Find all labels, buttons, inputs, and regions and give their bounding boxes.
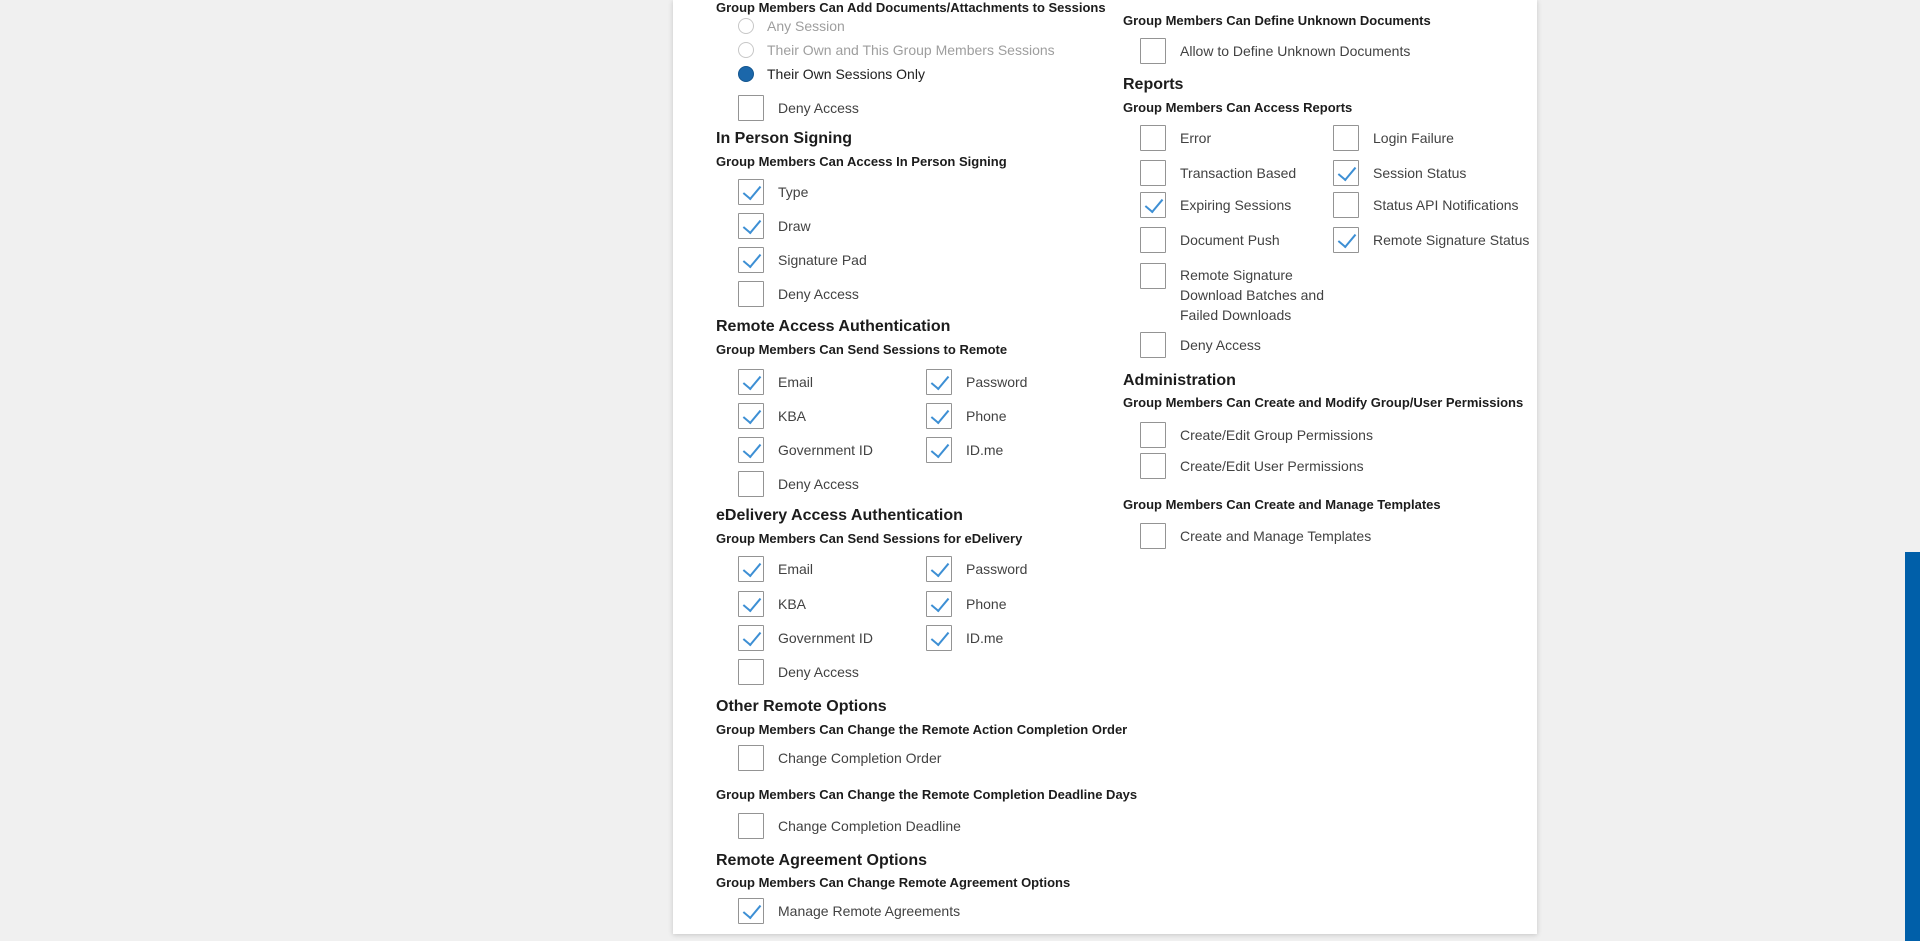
checkbox-deny-access[interactable] <box>738 471 764 497</box>
checkbox-draw[interactable] <box>738 213 764 239</box>
checkbox-label[interactable]: Change Completion Deadline <box>778 817 961 834</box>
checkbox-document-push[interactable] <box>1140 227 1166 253</box>
group-heading-define-unknown-documents: Group Members Can Define Unknown Documents <box>1123 13 1431 28</box>
checkbox-label[interactable]: Manage Remote Agreements <box>778 902 961 919</box>
radio-label: Their Own and This Group Members Sessions <box>767 42 1055 58</box>
checkbox-change-completion-order[interactable] <box>738 745 764 771</box>
checkbox-label[interactable]: ID.me <box>966 441 1004 458</box>
checkbox-label[interactable]: Expiring Sessions <box>1180 196 1292 213</box>
checkbox-label[interactable]: Government ID <box>778 441 873 458</box>
checkbox-row-session-status <box>1333 160 1466 186</box>
checkbox-row-deny-remote-access <box>738 471 859 497</box>
checkbox-create-and-manage-templates[interactable] <box>1140 523 1166 549</box>
checkbox-row-deny-in-person <box>738 281 859 307</box>
group-heading-manage-templates: Group Members Can Create and Manage Templates <box>1123 497 1441 512</box>
checkbox-label[interactable]: Status API Notifications <box>1373 196 1519 213</box>
checkbox-idme[interactable] <box>926 437 952 463</box>
section-title-in-person-signing: In Person Signing <box>716 130 853 147</box>
checkbox-row-kba-edelivery <box>738 591 806 617</box>
checkbox-row-manage-remote-agreements <box>738 898 960 924</box>
checkbox-label[interactable]: Deny Access <box>778 99 859 116</box>
checkbox-government-id[interactable] <box>738 437 764 463</box>
checkbox-row-create-edit-group-permissions <box>1140 422 1373 448</box>
group-heading-completion-order: Group Members Can Change the Remote Action Completion Order <box>716 722 1128 737</box>
checkbox-row-signature-pad <box>738 247 867 273</box>
checkbox-label[interactable]: Login Failure <box>1373 129 1454 146</box>
checkbox-kba[interactable] <box>738 403 764 429</box>
checkbox-create-edit-user-permissions[interactable] <box>1140 453 1166 479</box>
checkbox-label[interactable]: Phone <box>966 595 1007 612</box>
checkbox-label[interactable]: Draw <box>778 217 811 234</box>
section-title-edelivery-auth: eDelivery Access Authentication <box>716 507 963 524</box>
checkbox-row-government-id-edelivery <box>738 625 873 651</box>
checkbox-row-error <box>1140 125 1211 151</box>
checkbox-error[interactable] <box>1140 125 1166 151</box>
checkbox-label[interactable]: Create and Manage Templates <box>1180 527 1372 544</box>
radio-row-any-session <box>738 16 845 36</box>
checkbox-label[interactable]: Signature Pad <box>778 251 867 268</box>
checkbox-row-deny-edelivery <box>738 659 859 685</box>
permissions-left-column <box>716 0 1138 934</box>
checkbox-change-completion-deadline[interactable] <box>738 813 764 839</box>
checkbox-label[interactable]: Remote Signature Status <box>1373 231 1530 248</box>
checkbox-deny-access[interactable] <box>738 95 764 121</box>
checkbox-signature-pad[interactable] <box>738 247 764 273</box>
radio-label: Any Session <box>767 18 845 34</box>
checkbox-row-expiring-sessions <box>1140 192 1291 218</box>
checkbox-phone[interactable] <box>926 591 952 617</box>
checkbox-label[interactable]: Deny Access <box>778 285 859 302</box>
group-heading-completion-deadline: Group Members Can Change the Remote Completion Deadline Days <box>716 787 1138 802</box>
scrollbar-thumb[interactable] <box>1905 552 1920 941</box>
checkbox-label[interactable]: Session Status <box>1373 164 1467 181</box>
checkbox-manage-remote-agreements[interactable] <box>738 898 764 924</box>
checkbox-expiring-sessions[interactable] <box>1140 192 1166 218</box>
checkbox-row-status-api-notifications <box>1333 192 1519 218</box>
checkbox-login-failure[interactable] <box>1333 125 1359 151</box>
checkbox-label[interactable]: KBA <box>778 595 807 612</box>
checkbox-row-remote-signature-download-batches <box>1140 263 1330 325</box>
checkbox-phone[interactable] <box>926 403 952 429</box>
checkbox-type[interactable] <box>738 179 764 205</box>
checkbox-row-change-completion-order <box>738 745 941 771</box>
checkbox-label[interactable]: Error <box>1180 129 1212 146</box>
checkbox-kba[interactable] <box>738 591 764 617</box>
checkbox-label[interactable]: Create/Edit Group Permissions <box>1180 426 1373 443</box>
checkbox-label[interactable]: Email <box>778 373 814 390</box>
checkbox-label[interactable]: Allow to Define Unknown Documents <box>1180 42 1411 59</box>
checkbox-government-id[interactable] <box>738 625 764 651</box>
checkbox-row-email-edelivery <box>738 556 813 582</box>
checkbox-label[interactable]: Deny Access <box>1180 336 1261 353</box>
checkbox-email[interactable] <box>738 556 764 582</box>
checkbox-email[interactable] <box>738 369 764 395</box>
checkbox-label[interactable]: Document Push <box>1180 231 1280 248</box>
checkbox-remote-signature-status[interactable] <box>1333 227 1359 253</box>
checkbox-label[interactable]: Type <box>778 183 809 200</box>
checkbox-row-deny-add-documents <box>738 95 859 121</box>
checkbox-row-password-edelivery <box>926 556 1027 582</box>
checkbox-row-change-completion-deadline <box>738 813 961 839</box>
checkbox-label[interactable]: Phone <box>966 407 1007 424</box>
checkbox-label[interactable]: KBA <box>778 407 807 424</box>
checkbox-row-type <box>738 179 808 205</box>
checkbox-label[interactable]: Email <box>778 560 814 577</box>
radio-row-their-own-and-group <box>738 40 1055 60</box>
checkbox-label[interactable]: Create/Edit User Permissions <box>1180 457 1364 474</box>
checkbox-row-government-id <box>738 437 873 463</box>
checkbox-transaction-based[interactable] <box>1140 160 1166 186</box>
checkbox-status-api-notifications[interactable] <box>1333 192 1359 218</box>
permissions-panel <box>673 0 1537 934</box>
checkbox-row-phone <box>926 403 1006 429</box>
checkbox-row-draw <box>738 213 811 239</box>
group-heading-add-documents: Group Members Can Add Documents/Attachments to Sessions <box>716 0 1106 15</box>
checkbox-label[interactable]: ID.me <box>966 629 1004 646</box>
checkbox-label[interactable]: Government ID <box>778 629 873 646</box>
group-heading-remote-agreement: Group Members Can Change Remote Agreement Options <box>716 875 1071 890</box>
group-heading-modify-permissions: Group Members Can Create and Modify Group/User Permissions <box>1123 395 1524 410</box>
checkbox-allow-define-unknown-documents[interactable] <box>1140 38 1166 64</box>
checkbox-row-remote-signature-status <box>1333 227 1529 253</box>
checkbox-label[interactable]: Password <box>966 560 1028 577</box>
radio-any-session[interactable] <box>738 18 754 34</box>
checkbox-idme[interactable] <box>926 625 952 651</box>
checkbox-row-document-push <box>1140 227 1280 253</box>
checkbox-create-edit-group-permissions[interactable] <box>1140 422 1166 448</box>
group-heading-send-sessions-edelivery: Group Members Can Send Sessions for eDelivery <box>716 531 1023 546</box>
checkbox-row-email <box>738 369 813 395</box>
permissions-right-column <box>1123 0 1530 934</box>
checkbox-remote-signature-download-batches[interactable] <box>1140 263 1166 289</box>
checkbox-label[interactable]: Password <box>966 373 1028 390</box>
checkbox-row-login-failure <box>1333 125 1454 151</box>
checkbox-label[interactable]: Deny Access <box>778 475 859 492</box>
section-title-administration: Administration <box>1123 372 1236 389</box>
checkbox-label[interactable]: Remote Signature Download Batches and Failed Downloads <box>1180 267 1324 323</box>
group-heading-send-sessions-remote: Group Members Can Send Sessions to Remote <box>716 342 1008 357</box>
checkbox-row-idme <box>926 437 1003 463</box>
checkbox-session-status[interactable] <box>1333 160 1359 186</box>
radio-their-own-and-group[interactable] <box>738 42 754 58</box>
radio-label: Their Own Sessions Only <box>767 66 925 82</box>
checkbox-deny-access[interactable] <box>738 659 764 685</box>
checkbox-row-deny-reports <box>1140 332 1261 358</box>
section-title-other-remote-options: Other Remote Options <box>716 698 887 715</box>
section-title-reports: Reports <box>1123 76 1184 93</box>
checkbox-row-transaction-based <box>1140 160 1296 186</box>
checkbox-row-idme-edelivery <box>926 625 1003 651</box>
checkbox-row-kba <box>738 403 806 429</box>
section-title-remote-agreement-options: Remote Agreement Options <box>716 852 927 869</box>
checkbox-label[interactable]: Transaction Based <box>1180 164 1297 181</box>
checkbox-row-create-and-manage-templates <box>1140 523 1371 549</box>
radio-row-their-own-only <box>738 64 925 84</box>
checkbox-label[interactable]: Change Completion Order <box>778 749 942 766</box>
checkbox-password[interactable] <box>926 369 952 395</box>
checkbox-row-create-edit-user-permissions <box>1140 453 1364 479</box>
group-heading-in-person-signing: Group Members Can Access In Person Signing <box>716 154 1007 169</box>
checkbox-row-password <box>926 369 1027 395</box>
checkbox-row-allow-define-unknown <box>1140 38 1410 64</box>
checkbox-label[interactable]: Deny Access <box>778 663 859 680</box>
checkbox-deny-access[interactable] <box>738 281 764 307</box>
radio-their-own-only[interactable] <box>738 66 754 82</box>
checkbox-deny-access[interactable] <box>1140 332 1166 358</box>
section-title-remote-access-auth: Remote Access Authentication <box>716 318 951 335</box>
group-heading-access-reports: Group Members Can Access Reports <box>1123 100 1353 115</box>
checkbox-row-phone-edelivery <box>926 591 1006 617</box>
checkbox-password[interactable] <box>926 556 952 582</box>
